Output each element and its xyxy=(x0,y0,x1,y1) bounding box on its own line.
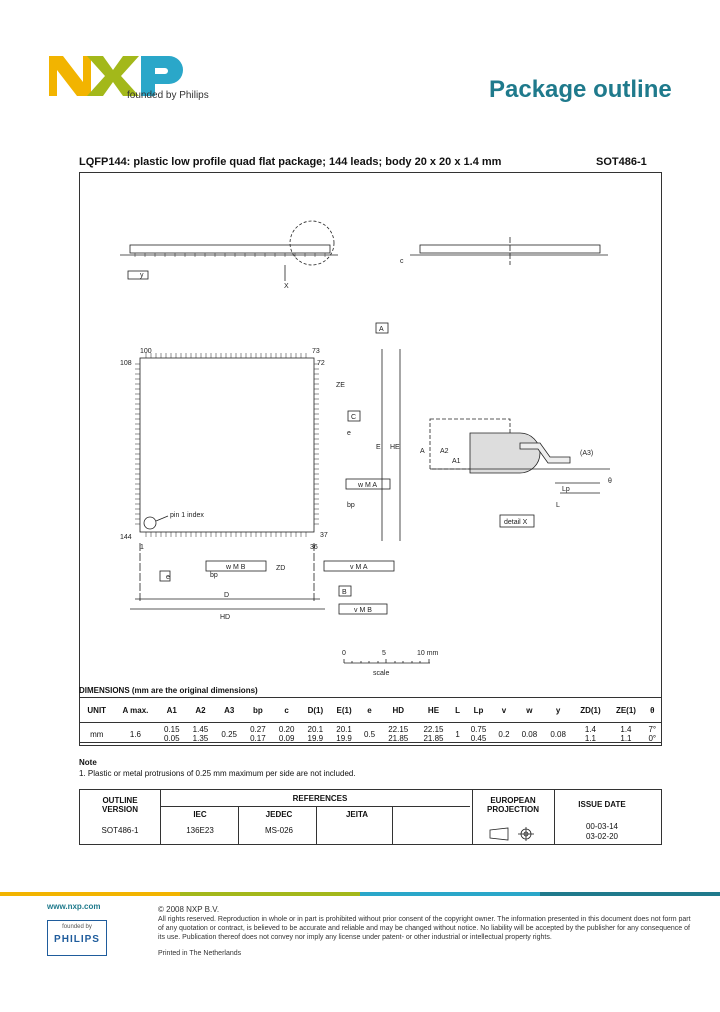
footer-bar-1 xyxy=(0,892,180,896)
header-cell: HE xyxy=(416,698,451,723)
dim-l-label: L xyxy=(556,502,560,509)
pin1-index-label: pin 1 index xyxy=(170,512,204,519)
dimensions-row xyxy=(80,723,662,746)
dim-e-pitch-label: e xyxy=(166,574,170,581)
header-cell: A2 xyxy=(186,698,215,723)
pin-label-72: 72 xyxy=(317,360,325,367)
dim-hd-label: HD xyxy=(220,614,231,621)
side-view-body xyxy=(130,245,330,253)
package-description: LQFP144: plastic low profile quad flat package; 144 leads; body 20 x 20 x 1.4 mm xyxy=(79,156,502,168)
detail-x-circle xyxy=(290,221,334,265)
pin-label-73: 73 xyxy=(312,348,320,355)
scale-0: 0 xyxy=(342,650,346,657)
header-cell: A3 xyxy=(215,698,244,723)
header-cell: UNIT xyxy=(80,698,114,723)
pin-label-36: 36 xyxy=(310,544,318,551)
dim-ze-label: ZE xyxy=(336,382,345,389)
header-cell: E(1) xyxy=(330,698,359,723)
note-title: Note xyxy=(79,758,97,767)
datum-y-frame xyxy=(128,271,148,279)
dim-e-pitch-right-label: e xyxy=(347,430,351,437)
references-label: REFERENCES xyxy=(292,794,348,803)
page-title: Package outline xyxy=(489,76,672,103)
dimensions-header-row xyxy=(80,698,662,723)
header-cell: ZD(1) xyxy=(572,698,608,723)
header-cell: c xyxy=(272,698,301,723)
footer-bar-3 xyxy=(360,892,540,896)
pin-label-108: 108 xyxy=(120,360,132,367)
datum-a-label: A xyxy=(379,326,384,333)
dim-a1-label: A1 xyxy=(452,458,461,465)
philips-founded: founded by xyxy=(62,924,92,930)
header-cell: θ xyxy=(644,698,662,723)
footer-bar-2 xyxy=(180,892,360,896)
header-cell: ZE(1) xyxy=(608,698,643,723)
top-view-leads xyxy=(135,353,319,537)
header-cell: v xyxy=(493,698,515,723)
dimensions-title: DIMENSIONS (mm are the original dimensions) xyxy=(79,686,258,695)
value-cell: 0.25 xyxy=(221,729,237,739)
value-cell: 0.5 xyxy=(363,729,376,739)
datum-y-label: y xyxy=(140,272,144,279)
value-cell: 22.15 21.85 xyxy=(388,725,409,743)
value-cell: 22.15 21.85 xyxy=(423,725,444,743)
pin-label-37: 37 xyxy=(320,532,328,539)
header-cell: HD xyxy=(381,698,416,723)
dim-a2-label: A2 xyxy=(440,448,449,455)
datum-c-label: C xyxy=(351,414,357,421)
dim-theta-label: θ xyxy=(608,478,612,485)
scale-label: scale xyxy=(373,670,390,677)
tolerance-w-a: w M A xyxy=(358,482,378,489)
pin-label-100: 100 xyxy=(140,348,152,355)
value-cell: 1 xyxy=(455,729,460,739)
header-cell: D(1) xyxy=(301,698,330,723)
value-cell: 20.1 19.9 xyxy=(336,725,352,743)
header-cell: A1 xyxy=(157,698,186,723)
value-cell: 0.15 0.05 xyxy=(163,725,180,743)
top-view-body xyxy=(140,358,314,532)
value-cell: 1.6 xyxy=(129,729,141,739)
footer-bar-4 xyxy=(540,892,720,896)
value-cell: 0.27 0.17 xyxy=(250,725,266,743)
header-cell: L xyxy=(451,698,464,723)
header-cell: e xyxy=(358,698,380,723)
value-cell: 1.45 1.35 xyxy=(192,725,209,743)
pin-label-1: 1 xyxy=(140,544,144,551)
dim-d-label: D xyxy=(224,592,230,599)
dim-lp-label: Lp xyxy=(562,486,570,493)
x-marker-label: X xyxy=(284,283,289,290)
dimensions-table xyxy=(79,697,662,746)
header-cell: y xyxy=(544,698,573,723)
dim-zd-label: ZD xyxy=(276,565,286,572)
dim-bp-label: bp xyxy=(347,502,355,509)
references-box xyxy=(79,789,662,845)
tolerance-v-b: v M B xyxy=(354,607,372,614)
printed-text: Printed in The Netherlands xyxy=(158,950,242,957)
philips-wordmark: PHILIPS xyxy=(54,934,100,945)
tolerance-w-b: w M B xyxy=(226,564,246,571)
value-cell: 0.75 0.45 xyxy=(470,725,487,743)
scale-10: 10 mm xyxy=(417,650,439,657)
pin1-index-circle xyxy=(144,517,156,529)
iec-value: 136E23 xyxy=(186,826,214,835)
outline-version-value: SOT486-1 xyxy=(101,826,139,835)
value-cell: 1.4 1.1 xyxy=(584,725,596,743)
dim-a3-label: (A3) xyxy=(580,450,594,457)
header-cell: bp xyxy=(244,698,273,723)
copyright: © 2008 NXP B.V. xyxy=(158,905,220,914)
dim-a-label: A xyxy=(420,448,425,455)
value-cell: 20.1 19.9 xyxy=(307,725,324,743)
outline-version-label: OUTLINE VERSION xyxy=(101,796,138,814)
tolerance-v-a: v M A xyxy=(350,564,368,571)
value-cell: 0.2 xyxy=(498,729,510,739)
value-cell: mm xyxy=(90,729,104,739)
legal-text: All rights reserved. Reproduction in whole or in part is prohibited without prior consent of the copyright owner. The information presented in this document does not form part of any quotation or contract, is believed to be accurate and reliable and may be changed without notice. No liability will be accepted by the publisher for any consequence of its use. Publication thereof does not convey nor imply any license under patent- or other industrial or intellectual property rights. xyxy=(158,916,691,941)
pin-label-144: 144 xyxy=(120,534,132,541)
issue-date-2: 03-02-20 xyxy=(585,832,619,841)
dim-he-label: HE xyxy=(390,444,400,451)
logo-subtitle: founded by Philips xyxy=(127,90,209,101)
package-code: SOT486-1 xyxy=(596,156,647,168)
datum-b-label: B xyxy=(342,589,347,596)
jedec-label: JEDEC xyxy=(265,810,293,819)
projection-label: EUROPEAN PROJECTION xyxy=(486,796,539,814)
projection-symbol-icon xyxy=(488,826,540,842)
header-cell: Lp xyxy=(464,698,493,723)
detail-x-body xyxy=(470,433,540,473)
value-cell: 0.08 xyxy=(521,729,538,739)
jeita-label: JEITA xyxy=(345,810,369,819)
issue-date-1: 00-03-14 xyxy=(585,822,619,831)
dim-bp-bottom-label: bp xyxy=(210,572,218,579)
dim-e-label: E xyxy=(376,444,381,451)
value-cell: 0.08 xyxy=(550,729,566,739)
footer-url[interactable]: www.nxp.com xyxy=(47,902,101,911)
issue-date-label: ISSUE DATE xyxy=(578,800,626,809)
header-cell: A max. xyxy=(113,698,157,723)
header-cell: w xyxy=(515,698,544,723)
jedec-value: MS-026 xyxy=(264,826,293,835)
philips-badge xyxy=(47,920,107,956)
package-drawing xyxy=(80,173,660,688)
value-cell: 1.4 1.1 xyxy=(620,725,632,743)
detail-x-label: detail X xyxy=(504,519,528,526)
dim-c-label: c xyxy=(400,258,404,265)
scale-5: 5 xyxy=(382,650,386,657)
iec-label: IEC xyxy=(193,810,207,819)
value-cell: 0.20 0.09 xyxy=(278,725,295,743)
note-item-1: 1. Plastic or metal protrusions of 0.25 mm maximum per side are not included. xyxy=(79,769,356,778)
value-cell: 7° 0° xyxy=(648,725,657,743)
